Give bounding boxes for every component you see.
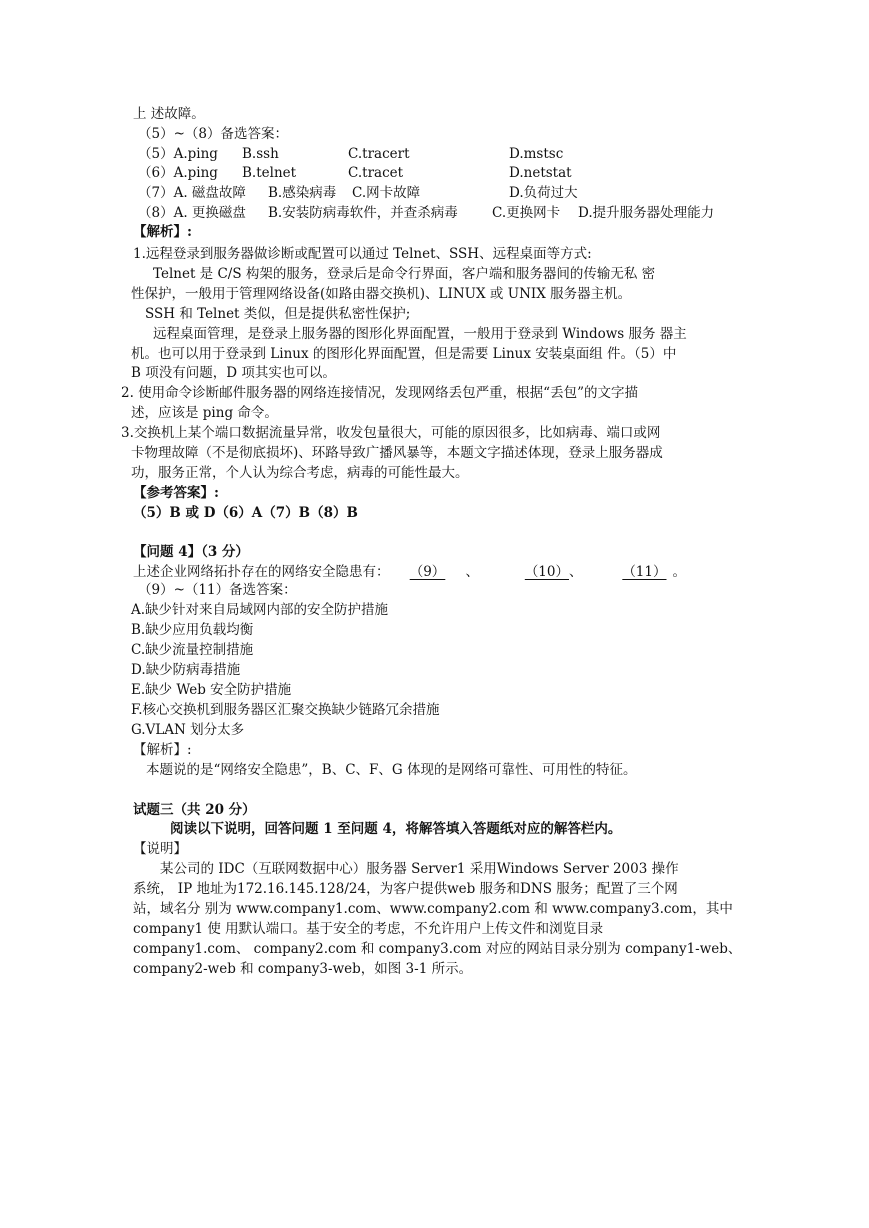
section3-title: 试题三（共 20 分） [133, 802, 256, 818]
section3-desc-line-6: company2-web 和 company3-web，如图 3-1 所示。 [133, 961, 473, 977]
option-5-a: （5）A.ping [138, 146, 218, 162]
analysis-heading: 【解析】: [133, 224, 192, 240]
q4-option-f: F.核心交换机到服务器区汇聚交换缺少链路冗余措施 [131, 702, 440, 718]
option-row-5 [138, 145, 838, 164]
option-6-c: C.tracet [348, 165, 404, 181]
option-row-7 [138, 184, 838, 203]
q4-option-e: E.缺少 Web 安全防护措施 [131, 682, 292, 698]
option-6-b: B.telnet [242, 165, 297, 181]
q4-heading: 【问题 4】（3 分） [133, 544, 249, 560]
q4-option-a: A.缺少针对来自局域网内部的安全防护措施 [131, 602, 389, 618]
analysis-line-2: Telnet 是 C/S 构架的服务，登录后是命令行界面，客户端和服务器间的传输无私 密 [153, 266, 656, 282]
option-7-b: B.感染病毒 [268, 185, 337, 201]
q4-option-c: C.缺少流量控制措施 [131, 642, 254, 658]
analysis-line-1: 1.远程登录到服务器做诊断或配置可以通过 Telnet、SSH、远程桌面等方式: [133, 246, 592, 262]
q4-analysis-heading: 【解析】: [133, 742, 192, 758]
option-row-8 [138, 204, 838, 223]
option-5-c: C.tracert [348, 146, 410, 162]
q4-analysis-text: 本题说的是“网络安全隐患”，B、C、F、G 体现的是网络可靠性、可用性的特征。 [146, 762, 637, 778]
blank-sep-1: 、 [465, 564, 479, 580]
q4-question [133, 563, 686, 582]
analysis-line-10: 3.交换机上某个端口数据流量异常，收发包量很大，可能的原因很多，比如病毒、端口或网 [121, 425, 661, 441]
analysis-line-3: 性保护，一般用于管理网络设备(如路由器交换机)、LINUX 或 UNIX 服务器主机。 [131, 286, 632, 302]
analysis-line-7: B 项没有问题，D 项其实也可以。 [131, 365, 336, 381]
analysis-line-9: 述，应该是 ping 命令。 [131, 405, 278, 421]
section3-desc-line-5: company1.com、 company2.com 和 company3.com 对应的网站目录分别为 company1-web、 [133, 941, 742, 957]
option-6-d: D.netstat [509, 165, 572, 181]
blank-10: （10） [524, 564, 569, 580]
analysis-line-11: 卡物理故障（不是彻底损坏)、环路导致广播风暴等，本题文字描述体现，登录上服务器成 [131, 445, 663, 461]
q4-option-b: B.缺少应用负载均衡 [131, 622, 254, 638]
blank-9: （9） [409, 564, 446, 580]
option-row-6 [138, 164, 838, 183]
option-7-d: D.负荷过大 [509, 185, 578, 201]
q4-option-g: G.VLAN 划分太多 [131, 722, 245, 738]
blank-sep-2: 、 [569, 564, 583, 580]
reference-heading: 【参考答案】: [133, 485, 219, 501]
intro-line: 上 述故障。 [133, 106, 205, 122]
analysis-line-8: 2. 使用命令诊断邮件服务器的网络连接情况，发现网络丢包严重，根据“丢包”的文字描 [121, 385, 638, 401]
section3-desc-line-3: 站，域名分 别为 www.company1.com、www.company2.com 和 www.company3.com，其中 [133, 901, 733, 917]
analysis-line-4: SSH 和 Telnet 类似，但是提供私密性保护; [145, 306, 411, 322]
options-5-8-header: （5）~（8）备选答案： [138, 126, 288, 142]
analysis-line-5: 远程桌面管理，是登录上服务器的图形化界面配置，一般用于登录到 Windows 服务 器主 [153, 326, 687, 342]
option-5-b: B.ssh [242, 146, 279, 162]
section3-desc-line-1: 某公司的 IDC（互联网数据中心）服务器 Server1 采用Windows Server 2003 操作 [160, 861, 679, 877]
section3-desc-heading: 【说明】 [133, 841, 187, 857]
q4-option-d: D.缺少防病毒措施 [131, 662, 241, 678]
section3-desc-line-4: company1 使 用默认端口。基于安全的考虑，不允许用户上传文件和浏览目录 [133, 921, 604, 937]
q4-question-end: 。 [672, 564, 686, 580]
option-8-c: C.更换网卡 [492, 205, 561, 221]
section3-desc-line-2: 系统， IP 地址为172.16.145.128/24，为客户提供web 服务和DNS 服务；配置了三个网 [133, 881, 678, 897]
option-5-d: D.mstsc [509, 146, 564, 162]
reference-answer: （5）B 或 D（6）A（7）B（8）B [133, 505, 358, 521]
q4-options-header: （9）~（11）备选答案： [138, 582, 297, 598]
option-7-c: C.网卡故障 [352, 185, 421, 201]
option-6-a: （6）A.ping [138, 165, 218, 181]
option-8-d: D.提升服务器处理能力 [578, 205, 715, 221]
analysis-line-6: 机。也可以用于登录到 Linux 的图形化界面配置，但是需要 Linux 安装桌面组 件。（5）中 [131, 346, 677, 362]
blank-11: （11） [622, 564, 667, 580]
q4-question-prefix: 上述企业网络拓扑存在的网络安全隐患有： [133, 564, 390, 580]
option-8-b: B.安装防病毒软件，并查杀病毒 [268, 205, 458, 221]
analysis-line-12: 功，服务正常，个人认为综合考虑，病毒的可能性最大。 [131, 465, 469, 481]
option-8-a: （8）A. 更换磁盘 [138, 205, 246, 221]
section3-instruction: 阅读以下说明，回答问题 1 至问题 4，将解答填入答题纸对应的解答栏内。 [170, 821, 622, 837]
option-7-a: （7）A. 磁盘故障 [138, 185, 246, 201]
